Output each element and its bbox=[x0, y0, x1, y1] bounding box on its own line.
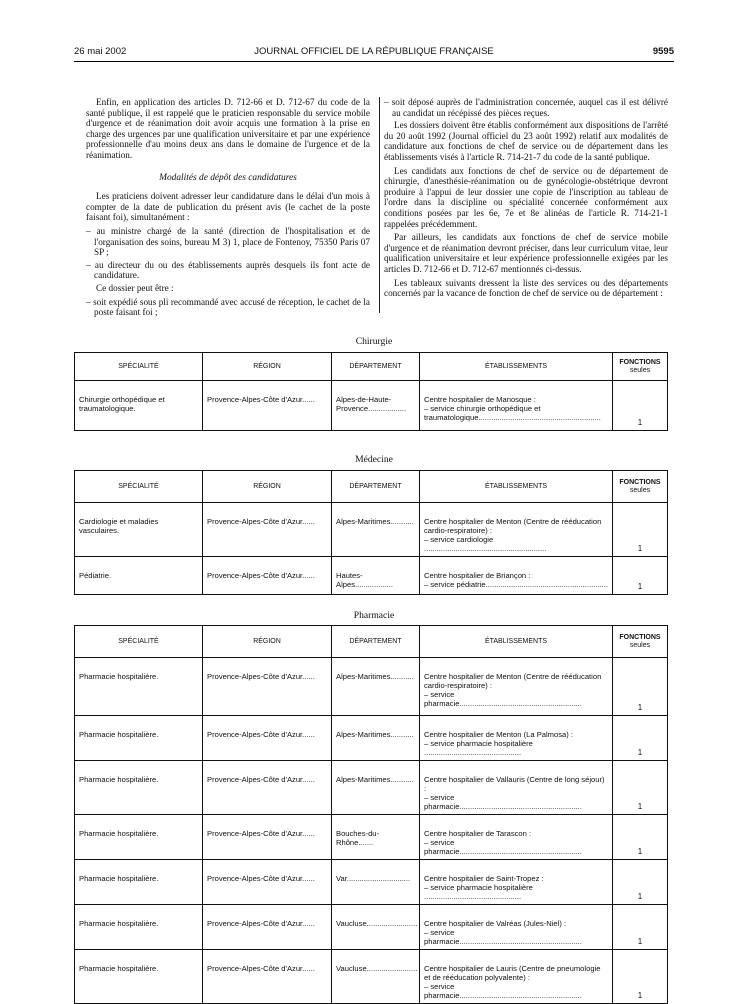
paragraph: Les dossiers doivent être établis conformément aux dispositions de l'arrêté du 20 août 1992 (Journal officiel du 23 août 1992) relatif aux modalités de candidature aux fonctions de chef de service ou de département dans les établissements visés à l'article R. 714-21-7 du code de la santé publique. bbox=[384, 120, 668, 162]
column-rule bbox=[379, 97, 380, 313]
cell-fonctions: 1 bbox=[613, 381, 668, 431]
cell-fonctions: 1 bbox=[613, 557, 668, 595]
col-header-departement: DÉPARTEMENT bbox=[332, 353, 420, 381]
cell-departement: Vaucluse........................ bbox=[332, 905, 420, 950]
col-header-departement: DÉPARTEMENT bbox=[332, 626, 420, 658]
col-header-specialite: SPÉCIALITÉ bbox=[75, 353, 203, 381]
table-section-title: Médecine bbox=[355, 454, 393, 465]
fonctions-label: FONCTIONS bbox=[619, 478, 661, 486]
etablissement-name: Centre hospitalier de Briançon : bbox=[424, 571, 531, 580]
cell-region: Provence-Alpes-Côte d'Azur...... bbox=[203, 503, 332, 557]
cell-etablissements bbox=[420, 815, 613, 860]
fonctions-sublabel: seules bbox=[629, 366, 651, 374]
cell-fonctions: 1 bbox=[613, 950, 668, 1004]
cell-specialite: Pharmacie hospitalière. bbox=[75, 860, 203, 905]
paragraph: Les praticiens doivent adresser leur candidature dans le délai d'un mois à compter de la date de publication du présent avis (le cachet de la poste faisant foi), simultanément : bbox=[86, 191, 370, 223]
fonctions-label: FONCTIONS bbox=[619, 633, 661, 641]
col-header-region: RÉGION bbox=[203, 353, 332, 381]
col-header-etablissements: ÉTABLISSEMENTS bbox=[420, 471, 613, 503]
table-row bbox=[75, 815, 668, 860]
service-line: – service pharmacie.......................................................... bbox=[424, 928, 582, 946]
cell-fonctions: 1 bbox=[613, 905, 668, 950]
paragraph: Les candidats aux fonctions de chef de service ou de département de chirurgie, d'anesthésie-réanimation ou de gynécologie-obstétrique devront produire à l'appui de leur dossier une copie de l'inscription au tableau de l'ordre dans la discipline ou spécialité concernée conformément aux conditions posées par les 6e, 7e et 8e alinéas de l'article R. 714-21-1 rappelées précédemment. bbox=[384, 165, 668, 229]
service-line: – service chirurgie orthopédique et traumatologique.......................................................... bbox=[424, 404, 601, 422]
col-header-fonctions bbox=[613, 353, 668, 381]
etablissement-name: Centre hospitalier de Tarascon : bbox=[424, 829, 532, 838]
cell-departement: Alpes-Maritimes........... bbox=[332, 658, 420, 716]
cell-region: Provence-Alpes-Côte d'Azur...... bbox=[203, 860, 332, 905]
cell-specialite: Pharmacie hospitalière. bbox=[75, 761, 203, 815]
cell-etablissements bbox=[420, 950, 613, 1004]
service-line: – service pharmacie.......................................................... bbox=[424, 838, 582, 856]
cell-fonctions: 1 bbox=[613, 815, 668, 860]
right-column bbox=[384, 97, 668, 302]
cell-departement: Var.............................. bbox=[332, 860, 420, 905]
cell-etablissements bbox=[420, 761, 613, 815]
cell-etablissements bbox=[420, 716, 613, 761]
etablissement-name: Centre hospitalier de Menton (Centre de rééducation cardio-respiratoire) : bbox=[424, 672, 602, 690]
service-line: – service cardiologie .......................................................... bbox=[424, 535, 547, 553]
cell-specialite: Pédiatrie. bbox=[75, 557, 203, 595]
cell-specialite: Chirurgie orthopédique et traumatologique. bbox=[75, 381, 203, 431]
cell-fonctions: 1 bbox=[613, 503, 668, 557]
paragraph: Les tableaux suivants dressent la liste des services ou des départements concernés par la vacance de fonction de chef de service ou de département : bbox=[384, 277, 668, 299]
etablissement-name: Centre hospitalier de Menton (Centre de rééducation cardio-respiratoire) : bbox=[424, 517, 602, 535]
vacancy-table bbox=[74, 470, 668, 595]
table-header-row bbox=[75, 471, 668, 503]
col-header-departement: DÉPARTEMENT bbox=[332, 471, 420, 503]
col-header-etablissements: ÉTABLISSEMENTS bbox=[420, 353, 613, 381]
etablissement-name: Centre hospitalier de Lauris (Centre de pneumologie et de rééducation polyvalente) : bbox=[424, 964, 601, 982]
cell-etablissements bbox=[420, 557, 613, 595]
table-section-title: Chirurgie bbox=[355, 336, 393, 347]
table-row bbox=[75, 381, 668, 431]
section-heading: Modalités de dépôt des candidatures bbox=[159, 172, 297, 183]
fonctions-sublabel: seules bbox=[629, 486, 651, 494]
dash-item: – au directeur du ou des établissements auprès desquels ils font acte de candidature. bbox=[86, 259, 370, 281]
dash-item: – soit expédié sous pli recommandé avec accusé de réception, le cachet de la poste faisant foi ; bbox=[86, 296, 370, 318]
cell-specialite: Pharmacie hospitalière. bbox=[75, 950, 203, 1004]
left-column bbox=[86, 97, 370, 320]
table-row bbox=[75, 950, 668, 1004]
col-header-specialite: SPÉCIALITÉ bbox=[75, 471, 203, 503]
cell-fonctions: 1 bbox=[613, 716, 668, 761]
table-row bbox=[75, 716, 668, 761]
header-rule bbox=[74, 61, 674, 62]
cell-region: Provence-Alpes-Côte d'Azur...... bbox=[203, 815, 332, 860]
table-row bbox=[75, 557, 668, 595]
dash-item: – au ministre chargé de la santé (direction de l'hospitalisation et de l'organisation des soins, bureau M 3) 1, place de Fontenoy, 75350 Paris 07 SP ; bbox=[86, 225, 370, 258]
cell-departement: Alpes-Maritimes........... bbox=[332, 716, 420, 761]
cell-etablissements bbox=[420, 503, 613, 557]
dash-item: – soit déposé auprès de l'administration concernée, auquel cas il est délivré au candidat un récépissé des pièces reçues. bbox=[384, 97, 668, 118]
cell-etablissements bbox=[420, 658, 613, 716]
paragraph: Enfin, en application des articles D. 712-66 et D. 712-67 du code de la santé publique, il est rappelé que le praticien responsable du service mobile d'urgence et de réanimation doit avoir acquis une formation à la prise en charge des urgences par une qualification universitaire et par une expérience professionnelle d'au moins deux ans dans le domaine de l'urgence et de la réanimation. bbox=[86, 97, 370, 160]
cell-specialite: Cardiologie et maladies vasculaires. bbox=[75, 503, 203, 557]
vacancy-table bbox=[74, 352, 668, 431]
fonctions-label: FONCTIONS bbox=[619, 358, 661, 366]
cell-fonctions: 1 bbox=[613, 658, 668, 716]
cell-region: Provence-Alpes-Côte d'Azur...... bbox=[203, 658, 332, 716]
table-row bbox=[75, 860, 668, 905]
cell-etablissements bbox=[420, 381, 613, 431]
service-line: – service pharmacie hospitalière .............................................. bbox=[424, 883, 533, 901]
cell-departement: Bouches-du-Rhône....... bbox=[332, 815, 420, 860]
cell-region: Provence-Alpes-Côte d'Azur...... bbox=[203, 905, 332, 950]
table-header-row bbox=[75, 353, 668, 381]
etablissement-name: Centre hospitalier de Valréas (Jules-Niel) : bbox=[424, 919, 567, 928]
cell-region: Provence-Alpes-Côte d'Azur...... bbox=[203, 761, 332, 815]
cell-region: Provence-Alpes-Côte d'Azur...... bbox=[203, 950, 332, 1004]
cell-etablissements bbox=[420, 905, 613, 950]
etablissement-name: Centre hospitalier de Manosque : bbox=[424, 395, 536, 404]
table-row bbox=[75, 503, 668, 557]
cell-specialite: Pharmacie hospitalière. bbox=[75, 905, 203, 950]
etablissement-name: Centre hospitalier de Saint-Tropez : bbox=[424, 874, 544, 883]
table-header-row bbox=[75, 626, 668, 658]
table-row bbox=[75, 761, 668, 815]
cell-specialite: Pharmacie hospitalière. bbox=[75, 815, 203, 860]
cell-specialite: Pharmacie hospitalière. bbox=[75, 716, 203, 761]
cell-region: Provence-Alpes-Côte d'Azur...... bbox=[203, 557, 332, 595]
col-header-fonctions bbox=[613, 471, 668, 503]
etablissement-name: Centre hospitalier de Vallauris (Centre de long séjour) : bbox=[424, 775, 605, 793]
cell-departement: Vaucluse........................ bbox=[332, 950, 420, 1004]
cell-fonctions: 1 bbox=[613, 860, 668, 905]
col-header-fonctions bbox=[613, 626, 668, 658]
col-header-etablissements: ÉTABLISSEMENTS bbox=[420, 626, 613, 658]
journal-title: JOURNAL OFFICIEL DE LA RÉPUBLIQUE FRANÇAISE bbox=[254, 46, 494, 57]
etablissement-name: Centre hospitalier de Menton (La Palmosa) : bbox=[424, 730, 573, 739]
cell-fonctions: 1 bbox=[613, 761, 668, 815]
service-line: – service pédiatrie.......................................................... bbox=[424, 580, 608, 589]
cell-region: Provence-Alpes-Côte d'Azur...... bbox=[203, 716, 332, 761]
cell-region: Provence-Alpes-Côte d'Azur...... bbox=[203, 381, 332, 431]
cell-etablissements bbox=[420, 860, 613, 905]
vacancy-table bbox=[74, 625, 668, 1004]
col-header-region: RÉGION bbox=[203, 626, 332, 658]
paragraph: Par ailleurs, les candidats aux fonctions de chef de service mobile d'urgence et de réanimation devront préciser, dans leur curriculum vitae, leur qualification universitaire et leur expérience professionnelle exigées par les articles D. 712-66 et D. 712-67 mentionnés ci-dessus. bbox=[384, 232, 668, 274]
table-section-title: Pharmacie bbox=[353, 610, 395, 621]
cell-departement: Alpes-Maritimes........... bbox=[332, 761, 420, 815]
service-line: – service pharmacie.......................................................... bbox=[424, 793, 582, 811]
col-header-specialite: SPÉCIALITÉ bbox=[75, 626, 203, 658]
page-number: 9595 bbox=[652, 46, 674, 57]
fonctions-sublabel: seules bbox=[629, 641, 651, 649]
cell-departement: Hautes-Alpes.................. bbox=[332, 557, 420, 595]
header-date: 26 mai 2002 bbox=[74, 46, 127, 57]
table-row bbox=[75, 658, 668, 716]
cell-departement: Alpes-Maritimes........... bbox=[332, 503, 420, 557]
service-line: – service pharmacie hospitalière .............................................. bbox=[424, 739, 533, 757]
paragraph: Ce dossier peut être : bbox=[96, 282, 174, 293]
service-line: – service pharmacie.......................................................... bbox=[424, 982, 582, 1000]
page-header bbox=[74, 46, 674, 60]
cell-departement: Alpes-de-Haute-Provence.................. bbox=[332, 381, 420, 431]
service-line: – service pharmacie.......................................................... bbox=[424, 690, 582, 708]
table-row bbox=[75, 905, 668, 950]
cell-specialite: Pharmacie hospitalière. bbox=[75, 658, 203, 716]
col-header-region: RÉGION bbox=[203, 471, 332, 503]
